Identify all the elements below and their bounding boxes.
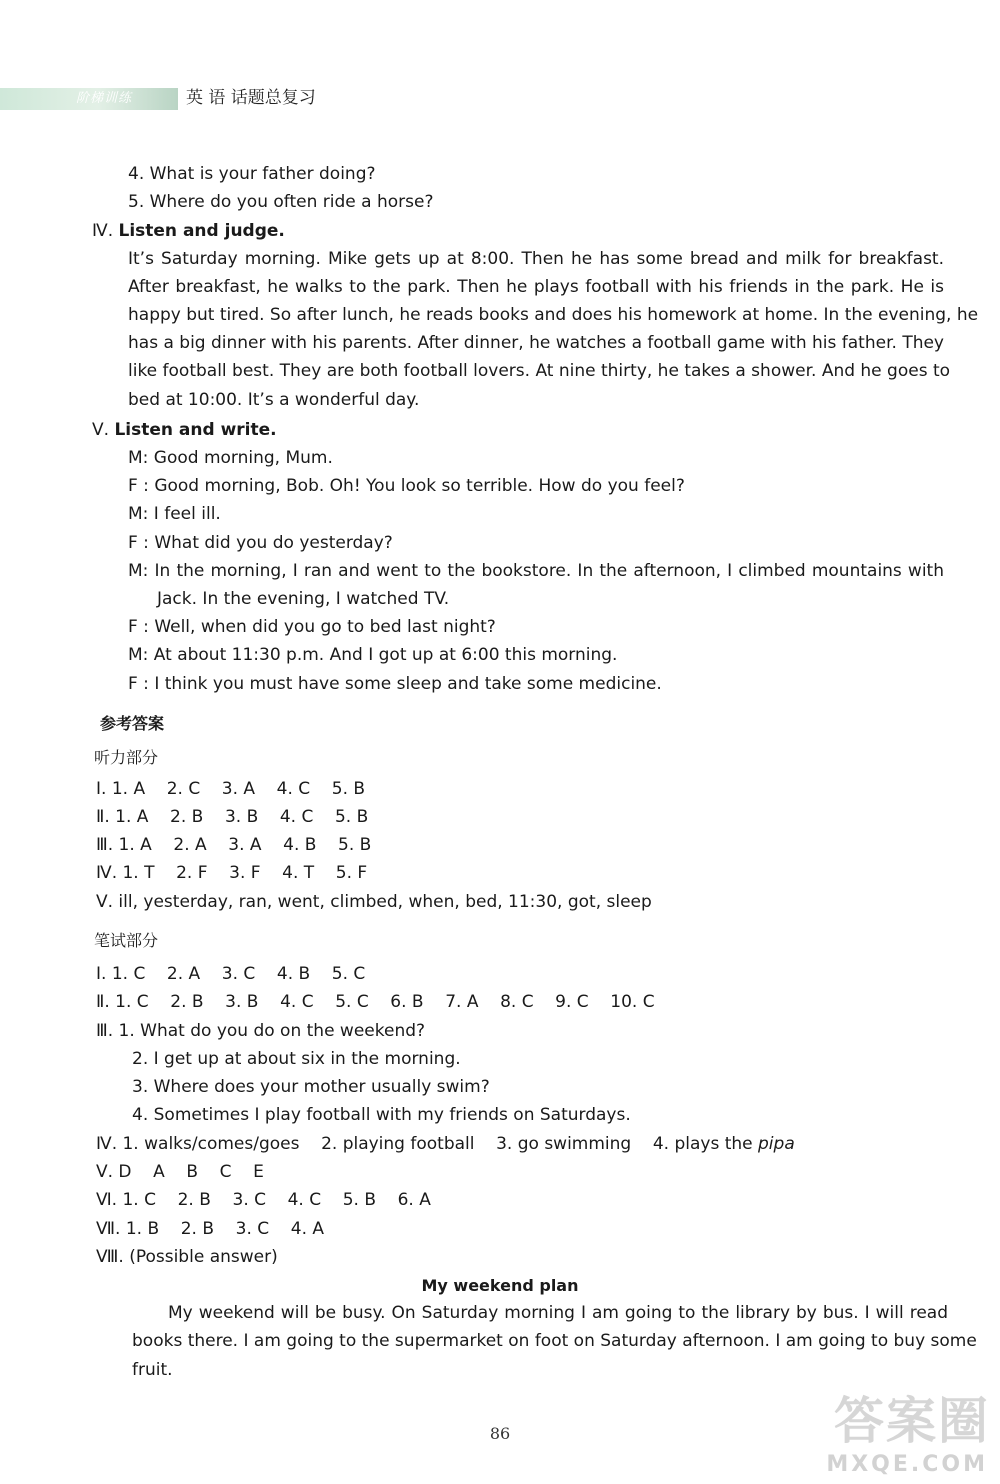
passage-line-4: has a big dinner with his parents. After dinner, he watches a football game with his father. They xyxy=(128,333,944,353)
essay-line-3: fruit. xyxy=(132,1360,173,1380)
dialogue-line-6: F : Well, when did you go to bed last night? xyxy=(128,617,496,637)
written-answers-3b: 2. I get up at about six in the morning. xyxy=(132,1049,461,1069)
page-number: 86 xyxy=(489,1424,511,1443)
essay-title: My weekend plan xyxy=(421,1276,579,1295)
written-answers-6: Ⅵ. 1. C 2. B 3. C 4. C 5. B 6. A xyxy=(96,1190,431,1210)
question-4: 4. What is your father doing? xyxy=(128,164,376,184)
section-5-number: Ⅴ. xyxy=(92,420,110,440)
section-4-heading xyxy=(92,220,285,242)
watermark-url: MXQE.COM xyxy=(826,1452,988,1477)
written-answers-3d: 4. Sometimes I play football with my friends on Saturdays. xyxy=(132,1105,631,1125)
question-5: 5. Where do you often ride a horse? xyxy=(128,192,434,212)
written-answers-4 xyxy=(96,1133,795,1155)
listening-answers-1: Ⅰ. 1. A 2. C 3. A 4. C 5. B xyxy=(96,779,366,799)
written-answers-4-italic: pipa xyxy=(758,1134,795,1154)
written-answers-5: Ⅴ. D A B C E xyxy=(96,1162,264,1182)
answer-key-heading: 参考答案 xyxy=(100,714,165,733)
passage-line-3: happy but tired. So after lunch, he reads books and does his homework at home. In the evening, he xyxy=(128,305,979,325)
listening-answers-2: Ⅱ. 1. A 2. B 3. B 4. C 5. B xyxy=(96,807,369,827)
dialogue-line-5a: M: In the morning, I ran and went to the bookstore. In the afternoon, I climbed mountains with xyxy=(128,561,944,581)
written-answers-3a: Ⅲ. 1. What do you do on the weekend? xyxy=(96,1021,426,1041)
dialogue-line-3: M: I feel ill. xyxy=(128,504,221,524)
written-answers-2: Ⅱ. 1. C 2. B 3. B 4. C 5. C 6. B 7. A 8. C 9. C 10. C xyxy=(96,992,655,1012)
listening-answers-5: Ⅴ. ill, yesterday, ran, went, climbed, when, bed, 11:30, got, sleep xyxy=(96,892,652,912)
dialogue-line-5b: Jack. In the evening, I watched TV. xyxy=(157,589,450,609)
watermark-logo xyxy=(734,1392,996,1480)
running-header xyxy=(0,84,420,112)
section-4-number: Ⅳ. xyxy=(92,221,114,241)
written-answers-4-text: Ⅳ. 1. walks/comes/goes 2. playing football 3. go swimming 4. plays the xyxy=(96,1134,759,1154)
passage-line-5: like football best. They are both football lovers. At nine thirty, he takes a shower. And he goes to xyxy=(128,361,951,381)
essay-line-2: books there. I am going to the supermarket on foot on Saturday afternoon. I am going to buy some xyxy=(132,1331,977,1351)
written-answers-8: Ⅷ. (Possible answer) xyxy=(96,1247,278,1267)
section-5-heading xyxy=(92,419,277,441)
passage-line-6: bed at 10:00. It’s a wonderful day. xyxy=(128,390,420,410)
dialogue-line-7: M: At about 11:30 p.m. And I got up at 6:00 this morning. xyxy=(128,645,618,665)
written-answers-3c: 3. Where does your mother usually swim? xyxy=(132,1077,490,1097)
listening-answers-4: Ⅳ. 1. T 2. F 3. F 4. T 5. F xyxy=(96,863,368,883)
written-heading: 笔试部分 xyxy=(94,931,159,950)
section-4-title: Listen and judge. xyxy=(118,221,285,241)
dialogue-line-8: F : I think you must have some sleep and take some medicine. xyxy=(128,674,662,694)
section-5-title: Listen and write. xyxy=(114,420,277,440)
passage-line-1: It’s Saturday morning. Mike gets up at 8:00. Then he has some bread and milk for breakfast. xyxy=(128,249,944,269)
header-subject: 英 语 话题总复习 xyxy=(186,88,316,108)
essay-line-1: My weekend will be busy. On Saturday morning I am going to the library by bus. I will read xyxy=(168,1303,948,1323)
dialogue-line-4: F : What did you do yesterday? xyxy=(128,533,393,553)
dialogue-line-2: F : Good morning, Bob. Oh! You look so terrible. How do you feel? xyxy=(128,476,685,496)
passage-line-2: After breakfast, he walks to the park. Then he plays football with his friends in the park. He is xyxy=(128,277,944,297)
written-answers-1: Ⅰ. 1. C 2. A 3. C 4. B 5. C xyxy=(96,964,366,984)
header-series-title: 阶梯训练 xyxy=(76,91,133,106)
listening-heading: 听力部分 xyxy=(94,748,159,767)
watermark-text: 答案圈 xyxy=(834,1392,990,1450)
written-answers-7: Ⅶ. 1. B 2. B 3. C 4. A xyxy=(96,1219,325,1239)
listening-answers-3: Ⅲ. 1. A 2. A 3. A 4. B 5. B xyxy=(96,835,372,855)
dialogue-line-1: M: Good morning, Mum. xyxy=(128,448,333,468)
